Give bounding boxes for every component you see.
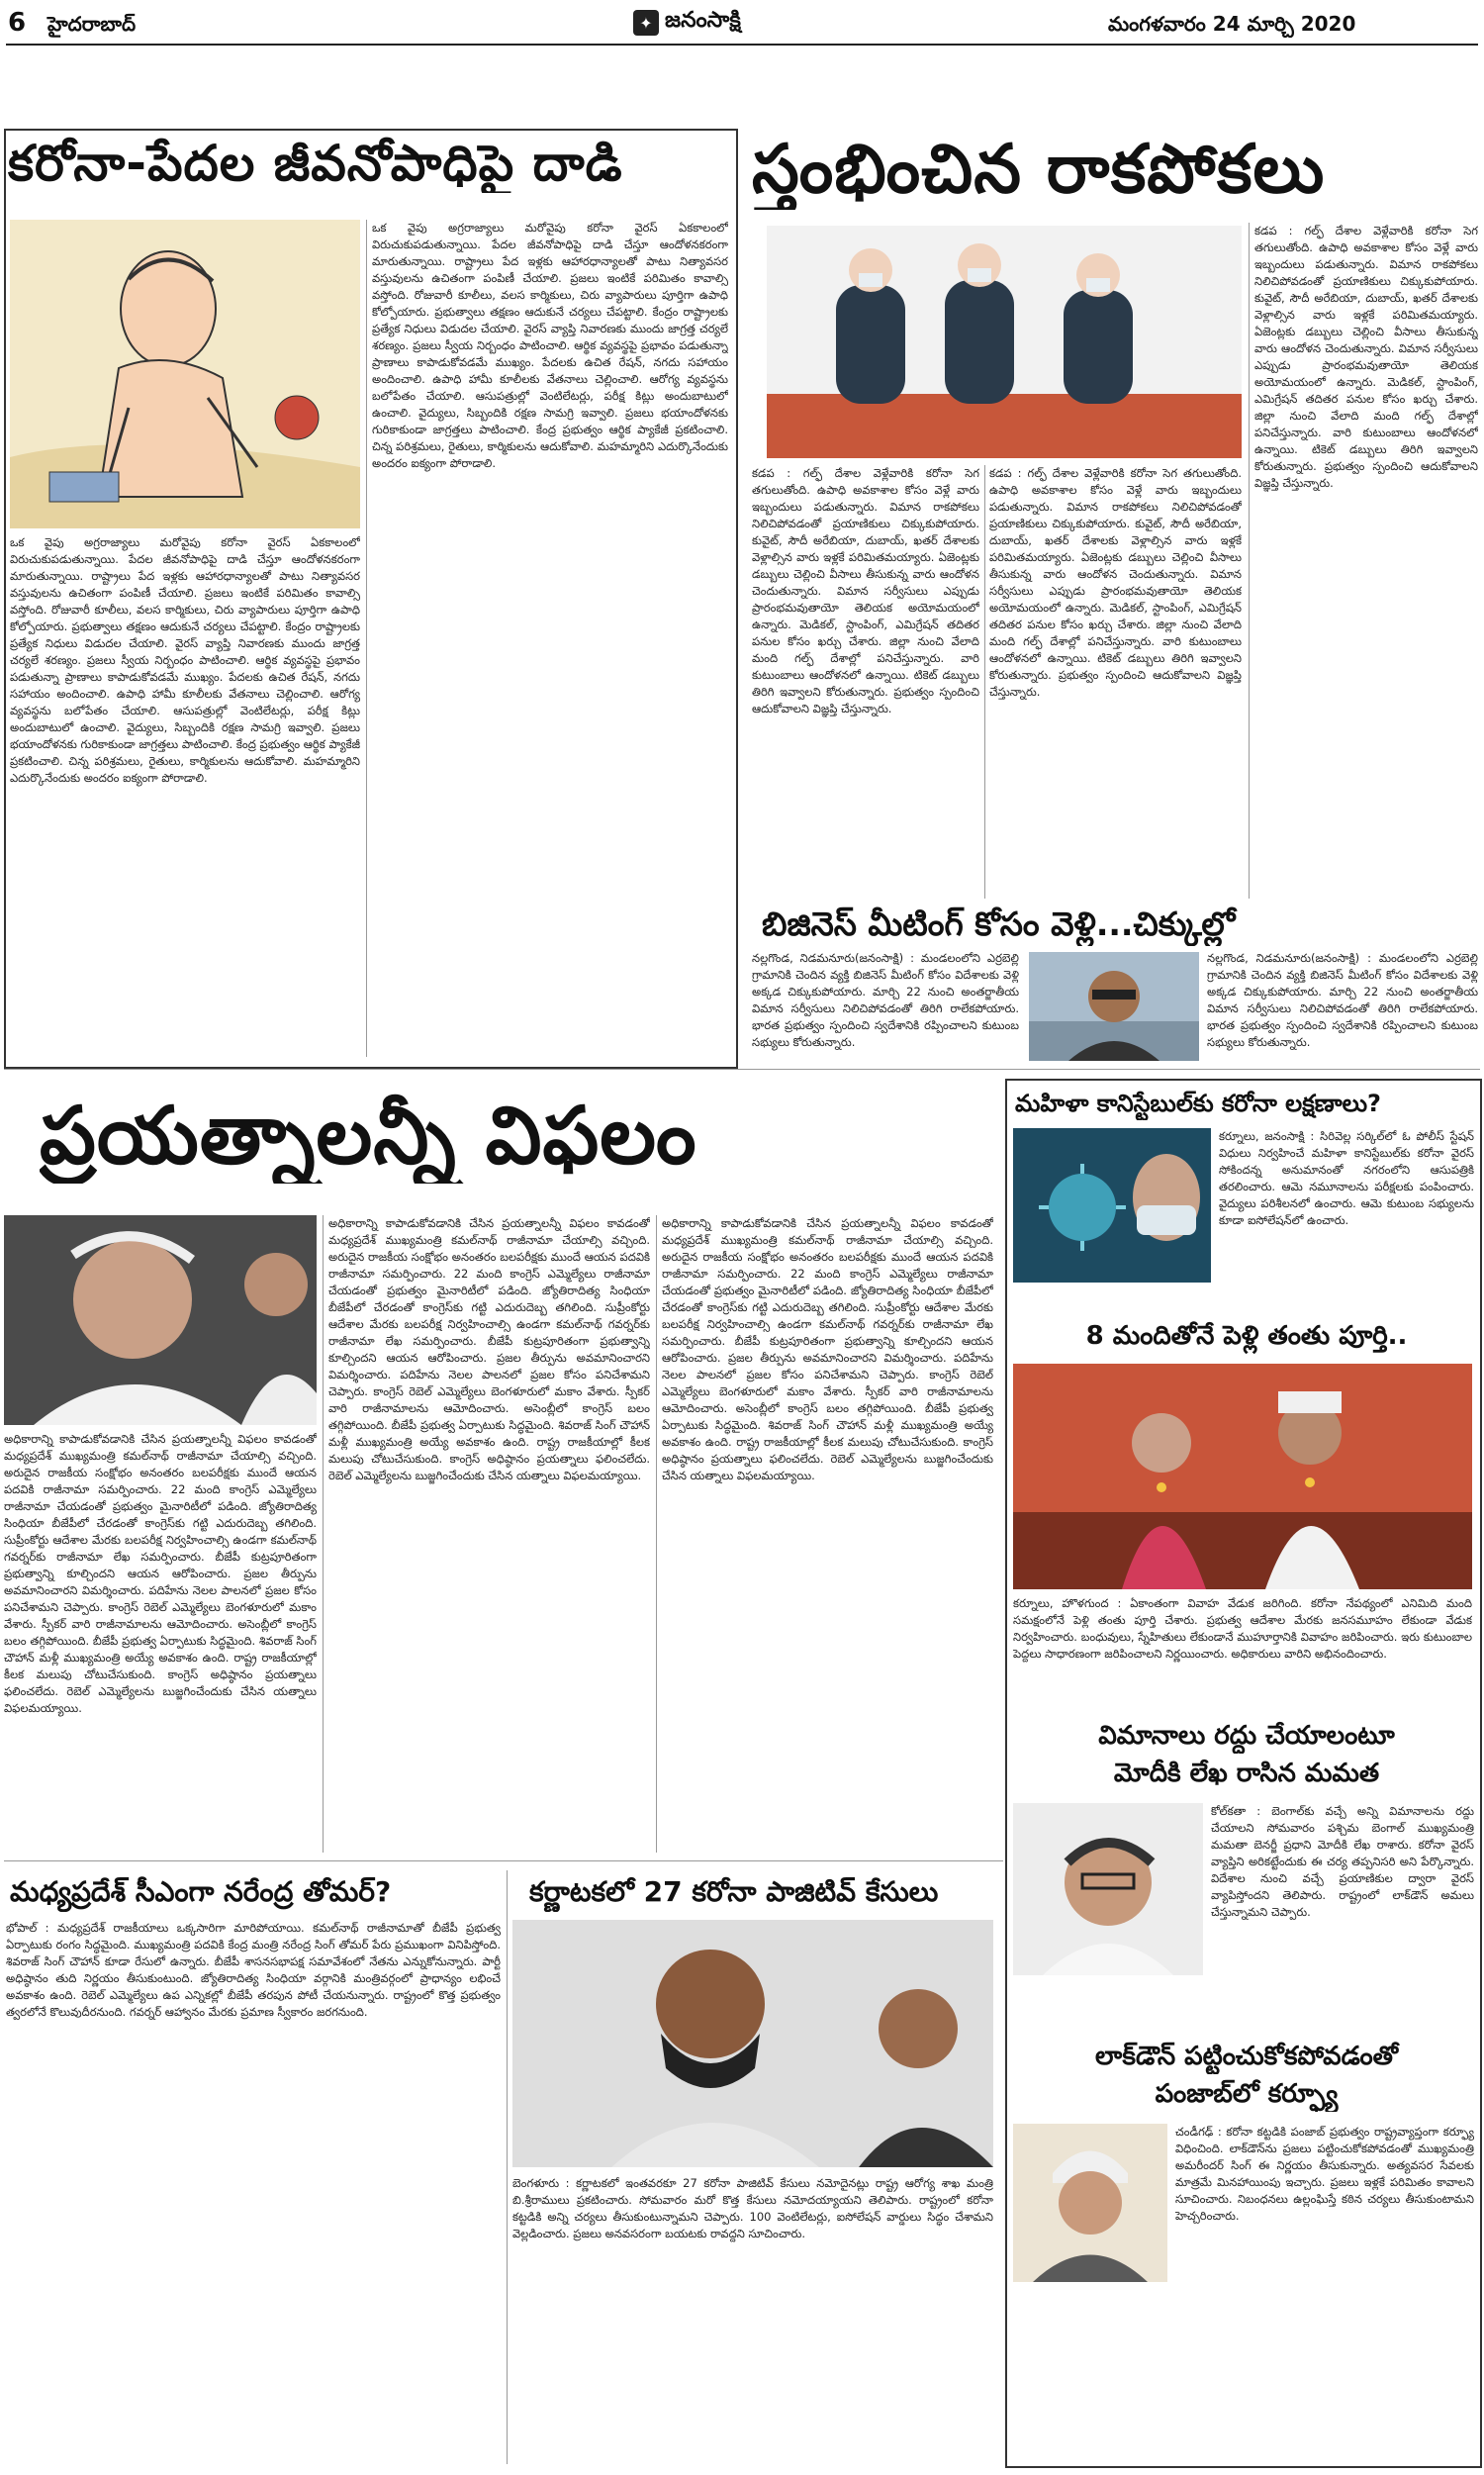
headline-wedding: 8 మందితోనే పెళ్లి తంతు పూర్తి..: [1085, 1321, 1408, 1351]
body-efforts-failed-col1: అధికారాన్ని కాపాడుకోవడానికి చేసిన ప్రయత్నాలన్నీ విఫలం కావడంతో మధ్యప్రదేశ్ ముఖ్యమంత్రి కమల్‌నాథ్ రాజీనామా చేయాల్సి వచ్చింది. అరుదైన రాజకీయ సంక్షోభం అనంతరం బలపరీక్షకు ముందే ఆయన పదవికి రాజీనామా సమర్పించారు. 22 మంది కాంగ్రెస్ ఎమ్మెల్యేలు రాజీనామా చేయడంతో ప్రభుత్వం మైనారిటీలో పడింది. జ్యోతిరాదిత్య సింధియా బీజేపీలో చేరడంతో కాంగ్రెస్‌కు గట్టి ఎదురుదెబ్బ తగిలింది. సుప్రీంకోర్టు ఆదేశాల మేరకు బలపరీక్ష నిర్వహించాల్సి ఉండగా కమల్‌నాథ్ గవర్నర్‌కు రాజీనామా లేఖ సమర్పించారు. బీజేపీ కుట్రపూరితంగా ప్రభుత్వాన్ని కూల్చిందని ఆయన ఆరోపించారు. ప్రజల తీర్పును అవమానించారని విమర్శించారు. పదిహేను నెలల పాలనలో ప్రజల కోసం పనిచేశామని చెప్పారు. కాంగ్రెస్ రెబెల్ ఎమ్మెల్యేలు బెంగళూరులో మకాం వేశారు. స్పీకర్ వారి రాజీనామాలను ఆమోదించారు. అసెంబ్లీలో కాంగ్రెస్ బలం తగ్గిపోయింది. బీజేపీ ప్రభుత్వ ఏర్పాటుకు సిద్ధమైంది. శివరాజ్ సింగ్ చౌహాన్ మళ్లీ ముఖ్యమంత్రి అయ్యే అవకాశం ఉంది. రాష్ట్ర రాజకీయాల్లో కీలక మలుపు చోటుచేసుకుంది. కాంగ్రెస్ అధిష్ఠానం ప్రయత్నాలు ఫలించలేదు. రెబెల్ ఎమ్మెల్యేలను బుజ్జగించేందుకు చేసిన యత్నాలు విఫలమయ్యాయి.: [4, 1432, 317, 1715]
body-constable: కర్నూలు, జనంసాక్షి : సిరివెల్ల సర్కిల్‌లో ఓ పోలీస్ స్టేషన్ విధులు నిర్వహించే మహిళా కానిస్టేబుల్‌కు కరోనా వైరస్ సోకిందన్న అనుమానంతో నగరంలోని ఆసుపత్రికి తరలించారు. ఆమె నమూనాలను పరీక్షలకు పంపించారు. వైద్యులు పరిశీలనలో ఉంచారు. ఆమె కుటుంబ సభ్యులను కూడా ఐసోలేషన్‌లో ఉంచారు.: [1219, 1129, 1474, 1227]
photo-amarinder: [1013, 2124, 1167, 2282]
column-rule: [366, 220, 367, 1057]
photo-businessman: [1029, 952, 1199, 1061]
wedding-couple-icon: [1013, 1364, 1472, 1589]
cartoon-poor-man-icon: [10, 220, 360, 528]
masthead: [633, 8, 741, 38]
man-portrait-icon: [1029, 952, 1199, 1061]
headline-efforts-failed: ప్రయత్నాలన్నీ విఫలం: [40, 1090, 697, 1182]
photo-wedding: [1013, 1364, 1472, 1589]
body-efforts-failed-col3: అధికారాన్ని కాపాడుకోవడానికి చేసిన ప్రయత్నాలన్నీ విఫలం కావడంతో మధ్యప్రదేశ్ ముఖ్యమంత్రి కమల్‌నాథ్ రాజీనామా చేయాల్సి వచ్చింది. అరుదైన రాజకీయ సంక్షోభం అనంతరం బలపరీక్షకు ముందే ఆయన పదవికి రాజీనామా సమర్పించారు. 22 మంది కాంగ్రెస్ ఎమ్మెల్యేలు రాజీనామా చేయడంతో ప్రభుత్వం మైనారిటీలో పడింది. జ్యోతిరాదిత్య సింధియా బీజేపీలో చేరడంతో కాంగ్రెస్‌కు గట్టి ఎదురుదెబ్బ తగిలింది. సుప్రీంకోర్టు ఆదేశాల మేరకు బలపరీక్ష నిర్వహించాల్సి ఉండగా కమల్‌నాథ్ గవర్నర్‌కు రాజీనామా లేఖ సమర్పించారు. బీజేపీ కుట్రపూరితంగా ప్రభుత్వాన్ని కూల్చిందని ఆయన ఆరోపించారు. ప్రజల తీర్పును అవమానించారని విమర్శించారు. పదిహేను నెలల పాలనలో ప్రజల కోసం పనిచేశామని చెప్పారు. కాంగ్రెస్ రెబెల్ ఎమ్మెల్యేలు బెంగళూరులో మకాం వేశారు. స్పీకర్ వారి రాజీనామాలను ఆమోదించారు. అసెంబ్లీలో కాంగ్రెస్ బలం తగ్గిపోయింది. బీజేపీ ప్రభుత్వ ఏర్పాటుకు సిద్ధమైంది. శివరాజ్ సింగ్ చౌహాన్ మళ్లీ ముఖ్యమంత్రి అయ్యే అవకాశం ఉంది. రాష్ట్ర రాజకీయాల్లో కీలక మలుపు చోటుచేసుకుంది. కాంగ్రెస్ అధిష్ఠానం ప్రయత్నాలు ఫలించలేదు. రెబెల్ ఎమ్మెల్యేలను బుజ్జగించేందుకు చేసిన యత్నాలు విఫలమయ్యాయి.: [662, 1216, 993, 1482]
headline-business-meeting: బిజినెస్ మీటింగ్ కోసం వెళ్లి...చిక్కుల్లో: [762, 904, 1236, 943]
minister-portrait-icon: [512, 1920, 993, 2167]
headline-punjab-line2: పంజాబ్‌లో కర్ఫ్యూ: [1155, 2079, 1339, 2109]
headline-mamata-line2: మోదీకి లేఖ రాసిన మమత: [1113, 1759, 1380, 1788]
body-traffic-right: కడప : గల్ఫ్ దేశాల వెళ్లేవారికి కరోనా సెగ తగులుతోంది. ఉపాధి అవకాశాల కోసం వెళ్లే వారు ఇబ్బందులు పడుతున్నారు. విమాన రాకపోకలు నిలిచిపోవడంతో ప్రయాణికులు చిక్కుకుపోయారు. కువైట్, సౌదీ అరేబియా, దుబాయ్, ఖతర్ దేశాలకు వెళ్లాల్సిన వారు ఇళ్లకే పరిమితమయ్యారు. ఏజెంట్లకు డబ్బులు చెల్లించి వీసాలు తీసుకున్న వారు ఆందోళన చెందుతున్నారు. విమాన సర్వీసులు ఎప్పుడు ప్రారంభమవుతాయో తెలియక అయోమయంలో ఉన్నారు. మెడికల్, స్టాంపింగ్, ఎమిగ్రేషన్ తదితర పనుల కోసం ఖర్చు చేశారు. జిల్లా నుంచి వేలాది మంది గల్ఫ్ దేశాల్లో పనిచేస్తున్నారు. వారి కుటుంబాలు ఆందోళనలో ఉన్నాయి. టికెట్ డబ్బులు తిరిగి ఇవ్వాలని కోరుతున్నారు. ప్రభుత్వం స్పందించి ఆదుకోవాలని విజ్ఞప్తి చేస్తున్నారు.: [1254, 224, 1478, 490]
column-rule: [656, 1215, 657, 1853]
photo-masked-travellers: [767, 226, 1242, 458]
page-number: 6: [8, 8, 27, 38]
headline-mp-cm: మధ్యప్రదేశ్ సీఎంగా నరేంద్ర తోమర్?: [10, 1875, 392, 1908]
politician-portrait-icon: [4, 1215, 317, 1425]
body-mamata: కోల్‌కతా : బెంగాల్‌కు వచ్చే అన్ని విమానాలను రద్దు చేయాలని సోమవారం పశ్చిమ బెంగాల్ ముఖ్యమంత్రి మమతా బెనర్జీ ప్రధాని మోదీకి లేఖ రాశారు. కరోనా వైరస్ వ్యాప్తిని అరికట్టేందుకు ఈ చర్య తప్పనిసరి అని పేర్కొన్నారు. విదేశాల నుంచి వచ్చే ప్రయాణికుల ద్వారా వైరస్ వ్యాపిస్తోందని తెలిపారు. రాష్ట్రంలో లాక్‌డౌన్ అమలు చేస్తున్నామని చెప్పారు.: [1211, 1804, 1474, 1919]
photo-karnataka-minister: [512, 1920, 993, 2167]
masthead-logo-icon: ✦: [633, 10, 659, 36]
column-rule: [507, 1870, 508, 2464]
photo-virus-mask: [1013, 1128, 1211, 1283]
cartoon-illustration: [10, 220, 360, 528]
photo-mamata: [1013, 1803, 1203, 1975]
body-poor-livelihood-left: ఒక వైపు అగ్రరాజ్యాలు మరోవైపు కరోనా వైరస్ ఏకకాలంలో విరుచుకుపడుతున్నాయి. పేదల జీవనోపాధిపై దాడి చేస్తూ ఆందోళనకరంగా మారుతున్నాయి. రాష్ట్రాలు పేద ఇళ్లకు ఆహారధాన్యాలతో పాటు నిత్యావసర వస్తువులను ఉచితంగా పంపిణీ చేయాలి. ప్రజలు ఇంటికే పరిమితం కావాల్సి వస్తోంది. రోజువారీ కూలీలు, వలస కార్మికులు, చిరు వ్యాపారులు పూర్తిగా ఉపాధి కోల్పోయారు. ప్రభుత్వాలు తక్షణం ఆదుకునే చర్యలు చేపట్టాలి. కేంద్రం రాష్ట్రాలకు ప్రత్యేక నిధులు విడుదల చేయాలి. వైరస్ వ్యాప్తి నివారణకు ముందు జాగ్రత్త చర్యలే శరణ్యం. ప్రజలు స్వీయ నిర్బంధం పాటించాలి. ఆర్థిక వ్యవస్థపై ప్రభావం పడుతున్నా ప్రాణాలు కాపాడుకోవడమే ముఖ్యం. పేదలకు ఉచిత రేషన్, నగదు సహాయం అందించాలి. ఉపాధి హామీ కూలీలకు వేతనాలు చెల్లించాలి. ఆరోగ్య వ్యవస్థను బలోపేతం చేయాలి. ఆసుపత్రుల్లో వెంటిలేటర్లు, పరీక్ష కిట్లు అందుబాటులో ఉంచాలి. వైద్యులు, సిబ్బందికి రక్షణ సామగ్రి ఇవ్వాలి. ప్రజలు భయాందోళనకు గురికాకుండా జాగ్రత్తలు పాటించాలి. కేంద్ర ప్రభుత్వం ఆర్థిక ప్యాకేజీ ప్రకటించాలి. చిన్న పరిశ్రమలు, రైతులు, కార్మికులను ఆదుకోవాలి. మహమ్మారిని ఎదుర్కొనేందుకు అందరం ఐక్యంగా పోరాడాలి.: [10, 535, 360, 785]
mamata-portrait-icon: [1013, 1803, 1203, 1975]
headline-poor-livelihood: కరోనా-పేదల జీవనోపాధిపై దాడి: [8, 135, 623, 192]
headline-punjab-line1: లాక్‌డౌన్ పట్టించుకోకపోవడంతో: [1094, 2042, 1399, 2071]
headline-karnataka: కర్ణాటకలో 27 కరోనా పాజిటివ్ కేసులు: [529, 1875, 939, 1908]
body-traffic-left: కడప : గల్ఫ్ దేశాల వెళ్లేవారికి కరోనా సెగ తగులుతోంది. ఉపాధి అవకాశాల కోసం వెళ్లే వారు ఇబ్బందులు పడుతున్నారు. విమాన రాకపోకలు నిలిచిపోవడంతో ప్రయాణికులు చిక్కుకుపోయారు. కువైట్, సౌదీ అరేబియా, దుబాయ్, ఖతర్ దేశాలకు వెళ్లాల్సిన వారు ఇళ్లకే పరిమితమయ్యారు. ఏజెంట్లకు డబ్బులు చెల్లించి వీసాలు తీసుకున్న వారు ఆందోళన చెందుతున్నారు. విమాన సర్వీసులు ఎప్పుడు ప్రారంభమవుతాయో తెలియక అయోమయంలో ఉన్నారు. మెడికల్, స్టాంపింగ్, ఎమిగ్రేషన్ తదితర పనుల కోసం ఖర్చు చేశారు. జిల్లా నుంచి వేలాది మంది గల్ఫ్ దేశాల్లో పనిచేస్తున్నారు. వారి కుటుంబాలు ఆందోళనలో ఉన్నాయి. టికెట్ డబ్బులు తిరిగి ఇవ్వాలని కోరుతున్నారు. ప్రభుత్వం స్పందించి ఆదుకోవాలని విజ్ఞప్తి చేస్తున్నారు.: [752, 466, 979, 715]
column-rule: [984, 465, 985, 899]
amarinder-portrait-icon: [1013, 2124, 1167, 2282]
headline-traffic: స్తంభించిన రాకపోకలు: [752, 131, 1326, 209]
masked-people-icon: [767, 226, 1242, 458]
body-wedding: కర్నూలు, హొళగుంద : ఏకాంతంగా వివాహ వేడుక జరిగింది. కరోనా నేపథ్యంలో ఎనిమిది మంది సమక్షంలోనే పెళ్లి తంతు పూర్తి చేశారు. ప్రభుత్వ ఆదేశాల మేరకు జనసమూహం లేకుండా వేడుక నిర్వహించారు. బంధువులు, స్నేహితులు లేకుండానే ముహూర్తానికి వివాహం జరిపించారు. ఇరు కుటుంబాల పెద్దలు సాధారణంగా జరిపించాలని నిర్ణయించారు. అధికారులు వారిని అభినందించారు.: [1013, 1596, 1472, 1661]
body-karnataka: బెంగళూరు : కర్ణాటకలో ఇంతవరకూ 27 కరోనా పాజిటివ్ కేసులు నమోదైనట్లు రాష్ట్ర ఆరోగ్య శాఖ మంత్రి బి.శ్రీరాములు ప్రకటించారు. సోమవారం మరో కొత్త కేసులు నమోదయ్యాయని తెలిపారు. రాష్ట్రంలో కరోనా కట్టడికి అన్ని చర్యలు తీసుకుంటున్నామని చెప్పారు. 100 వెంటిలేటర్లు, ఐసోలేషన్ వార్డులు సిద్ధం చేశామని వెల్లడించారు. ప్రజలు అనవసరంగా బయటకు రావద్దని సూచించారు.: [512, 2176, 993, 2240]
photo-kamal-nath: [4, 1215, 317, 1425]
body-traffic-mid: కడప : గల్ఫ్ దేశాల వెళ్లేవారికి కరోనా సెగ తగులుతోంది. ఉపాధి అవకాశాల కోసం వెళ్లే వారు ఇబ్బందులు పడుతున్నారు. విమాన రాకపోకలు నిలిచిపోవడంతో ప్రయాణికులు చిక్కుకుపోయారు. కువైట్, సౌదీ అరేబియా, దుబాయ్, ఖతర్ దేశాలకు వెళ్లాల్సిన వారు ఇళ్లకే పరిమితమయ్యారు. ఏజెంట్లకు డబ్బులు చెల్లించి వీసాలు తీసుకున్న వారు ఆందోళన చెందుతున్నారు. విమాన సర్వీసులు ఎప్పుడు ప్రారంభమవుతాయో తెలియక అయోమయంలో ఉన్నారు. మెడికల్, స్టాంపింగ్, ఎమిగ్రేషన్ తదితర పనుల కోసం ఖర్చు చేశారు. జిల్లా నుంచి వేలాది మంది గల్ఫ్ దేశాల్లో పనిచేస్తున్నారు. వారి కుటుంబాలు ఆందోళనలో ఉన్నాయి. టికెట్ డబ్బులు తిరిగి ఇవ్వాలని కోరుతున్నారు. ప్రభుత్వం స్పందించి ఆదుకోవాలని విజ్ఞప్తి చేస్తున్నారు.: [989, 466, 1242, 699]
body-business-meeting-right: నల్లగొండ, నిడమనూరు(జనంసాక్షి) : మండలంలోని ఎర్రబెల్లి గ్రామానికి చెందిన వ్యక్తి బిజినెస్ మీటింగ్ కోసం విదేశాలకు వెళ్లి అక్కడ చిక్కుకుపోయారు. మార్చి 22 నుంచి అంతర్జాతీయ విమాన సర్వీసులు నిలిచిపోవడంతో తిరిగి రాలేకపోయారు. భారత ప్రభుత్వం స్పందించి స్వదేశానికి రప్పించాలని కుటుంబ సభ్యులు కోరుతున్నారు.: [1207, 951, 1478, 1049]
column-rule: [323, 1215, 324, 1853]
section-rule: [4, 1069, 1480, 1070]
virus-mask-icon: [1013, 1128, 1211, 1283]
city-label: హైదరాబాద్: [47, 12, 137, 36]
issue-date: మంగళవారం 24 మార్చి 2020: [1108, 12, 1356, 36]
body-efforts-failed-col2: అధికారాన్ని కాపాడుకోవడానికి చేసిన ప్రయత్నాలన్నీ విఫలం కావడంతో మధ్యప్రదేశ్ ముఖ్యమంత్రి కమల్‌నాథ్ రాజీనామా చేయాల్సి వచ్చింది. అరుదైన రాజకీయ సంక్షోభం అనంతరం బలపరీక్షకు ముందే ఆయన పదవికి రాజీనామా సమర్పించారు. 22 మంది కాంగ్రెస్ ఎమ్మెల్యేలు రాజీనామా చేయడంతో ప్రభుత్వం మైనారిటీలో పడింది. జ్యోతిరాదిత్య సింధియా బీజేపీలో చేరడంతో కాంగ్రెస్‌కు గట్టి ఎదురుదెబ్బ తగిలింది. సుప్రీంకోర్టు ఆదేశాల మేరకు బలపరీక్ష నిర్వహించాల్సి ఉండగా కమల్‌నాథ్ గవర్నర్‌కు రాజీనామా లేఖ సమర్పించారు. బీజేపీ కుట్రపూరితంగా ప్రభుత్వాన్ని కూల్చిందని ఆయన ఆరోపించారు. ప్రజల తీర్పును అవమానించారని విమర్శించారు. పదిహేను నెలల పాలనలో ప్రజల కోసం పనిచేశామని చెప్పారు. కాంగ్రెస్ రెబెల్ ఎమ్మెల్యేలు బెంగళూరులో మకాం వేశారు. స్పీకర్ వారి రాజీనామాలను ఆమోదించారు. అసెంబ్లీలో కాంగ్రెస్ బలం తగ్గిపోయింది. బీజేపీ ప్రభుత్వ ఏర్పాటుకు సిద్ధమైంది. శివరాజ్ సింగ్ చౌహాన్ మళ్లీ ముఖ్యమంత్రి అయ్యే అవకాశం ఉంది. రాష్ట్ర రాజకీయాల్లో కీలక మలుపు చోటుచేసుకుంది. కాంగ్రెస్ అధిష్ఠానం ప్రయత్నాలు ఫలించలేదు. రెబెల్ ఎమ్మెల్యేలను బుజ్జగించేందుకు చేసిన యత్నాలు విఫలమయ్యాయి.: [328, 1216, 650, 1482]
section-rule: [4, 1860, 1003, 1861]
body-poor-livelihood-right: ఒక వైపు అగ్రరాజ్యాలు మరోవైపు కరోనా వైరస్ ఏకకాలంలో విరుచుకుపడుతున్నాయి. పేదల జీవనోపాధిపై దాడి చేస్తూ ఆందోళనకరంగా మారుతున్నాయి. రాష్ట్రాలు పేద ఇళ్లకు ఆహారధాన్యాలతో పాటు నిత్యావసర వస్తువులను ఉచితంగా పంపిణీ చేయాలి. ప్రజలు ఇంటికే పరిమితం కావాల్సి వస్తోంది. రోజువారీ కూలీలు, వలస కార్మికులు, చిరు వ్యాపారులు పూర్తిగా ఉపాధి కోల్పోయారు. ప్రభుత్వాలు తక్షణం ఆదుకునే చర్యలు చేపట్టాలి. కేంద్రం రాష్ట్రాలకు ప్రత్యేక నిధులు విడుదల చేయాలి. వైరస్ వ్యాప్తి నివారణకు ముందు జాగ్రత్త చర్యలే శరణ్యం. ప్రజలు స్వీయ నిర్బంధం పాటించాలి. ఆర్థిక వ్యవస్థపై ప్రభావం పడుతున్నా ప్రాణాలు కాపాడుకోవడమే ముఖ్యం. పేదలకు ఉచిత రేషన్, నగదు సహాయం అందించాలి. ఉపాధి హామీ కూలీలకు వేతనాలు చెల్లించాలి. ఆరోగ్య వ్యవస్థను బలోపేతం చేయాలి. ఆసుపత్రుల్లో వెంటిలేటర్లు, పరీక్ష కిట్లు అందుబాటులో ఉంచాలి. వైద్యులు, సిబ్బందికి రక్షణ సామగ్రి ఇవ్వాలి. ప్రజలు భయాందోళనకు గురికాకుండా జాగ్రత్తలు పాటించాలి. కేంద్ర ప్రభుత్వం ఆర్థిక ప్యాకేజీ ప్రకటించాలి. చిన్న పరిశ్రమలు, రైతులు, కార్మికులను ఆదుకోవాలి. మహమ్మారిని ఎదుర్కొనేందుకు అందరం ఐక్యంగా పోరాడాలి.: [372, 221, 728, 470]
header-rule: [6, 44, 1478, 46]
masthead-title: జనంసాక్షి: [665, 8, 741, 33]
body-punjab: చండీగఢ్ : కరోనా కట్టడికి పంజాబ్ ప్రభుత్వం రాష్ట్రవ్యాప్తంగా కర్ఫ్యూ విధించింది. లాక్‌డౌన్‌ను ప్రజలు పట్టించుకోకపోవడంతో ముఖ్యమంత్రి అమరీందర్ సింగ్ ఈ నిర్ణయం తీసుకున్నారు. అత్యవసర సేవలకు మాత్రమే మినహాయింపు ఇచ్చారు. ప్రజలు ఇళ్లకే పరిమితం కావాలని సూచించారు. నిబంధనలు ఉల్లంఘిస్తే కఠిన చర్యలు తీసుకుంటామని హెచ్చరించారు.: [1175, 2125, 1474, 2223]
body-mp-cm: భోపాల్ : మధ్యప్రదేశ్ రాజకీయాలు ఒక్కసారిగా మారిపోయాయి. కమల్‌నాథ్ రాజీనామాతో బీజేపీ ప్రభుత్వ ఏర్పాటుకు రంగం సిద్ధమైంది. ముఖ్యమంత్రి పదవికి కేంద్ర మంత్రి నరేంద్ర సింగ్ తోమర్ పేరు ప్రముఖంగా వినిపిస్తోంది. శివరాజ్ సింగ్ చౌహాన్ కూడా రేసులో ఉన్నారు. బీజేపీ శాసనసభాపక్ష సమావేశంలో నేతను ఎన్నుకోనున్నారు. పార్టీ అధిష్ఠానం తుది నిర్ణయం తీసుకుంటుంది. జ్యోతిరాదిత్య సింధియా వర్గానికి మంత్రివర్గంలో ప్రాధాన్యం లభించే అవకాశం ఉంది. రెబెల్ ఎమ్మెల్యేలు ఉప ఎన్నికల్లో బీజేపీ తరపున పోటీ చేయనున్నారు. రాష్ట్రంలో కొత్త ప్రభుత్వం త్వరలోనే కొలువుదీరనుంది. గవర్నర్ ఆహ్వానం మేరకు ప్రమాణ స్వీకారం జరగనుంది.: [6, 1921, 501, 2019]
body-business-meeting-left: నల్లగొండ, నిడమనూరు(జనంసాక్షి) : మండలంలోని ఎర్రబెల్లి గ్రామానికి చెందిన వ్యక్తి బిజినెస్ మీటింగ్ కోసం విదేశాలకు వెళ్లి అక్కడ చిక్కుకుపోయారు. మార్చి 22 నుంచి అంతర్జాతీయ విమాన సర్వీసులు నిలిచిపోవడంతో తిరిగి రాలేకపోయారు. భారత ప్రభుత్వం స్పందించి స్వదేశానికి రప్పించాలని కుటుంబ సభ్యులు కోరుతున్నారు.: [752, 951, 1019, 1049]
headline-mamata-line1: విమానాలు రద్దు చేయాలంటూ: [1098, 1721, 1395, 1751]
headline-constable: మహిళా కానిస్టేబుల్‌కు కరోనా లక్షణాలు?: [1015, 1090, 1381, 1117]
column-rule: [1249, 223, 1250, 899]
